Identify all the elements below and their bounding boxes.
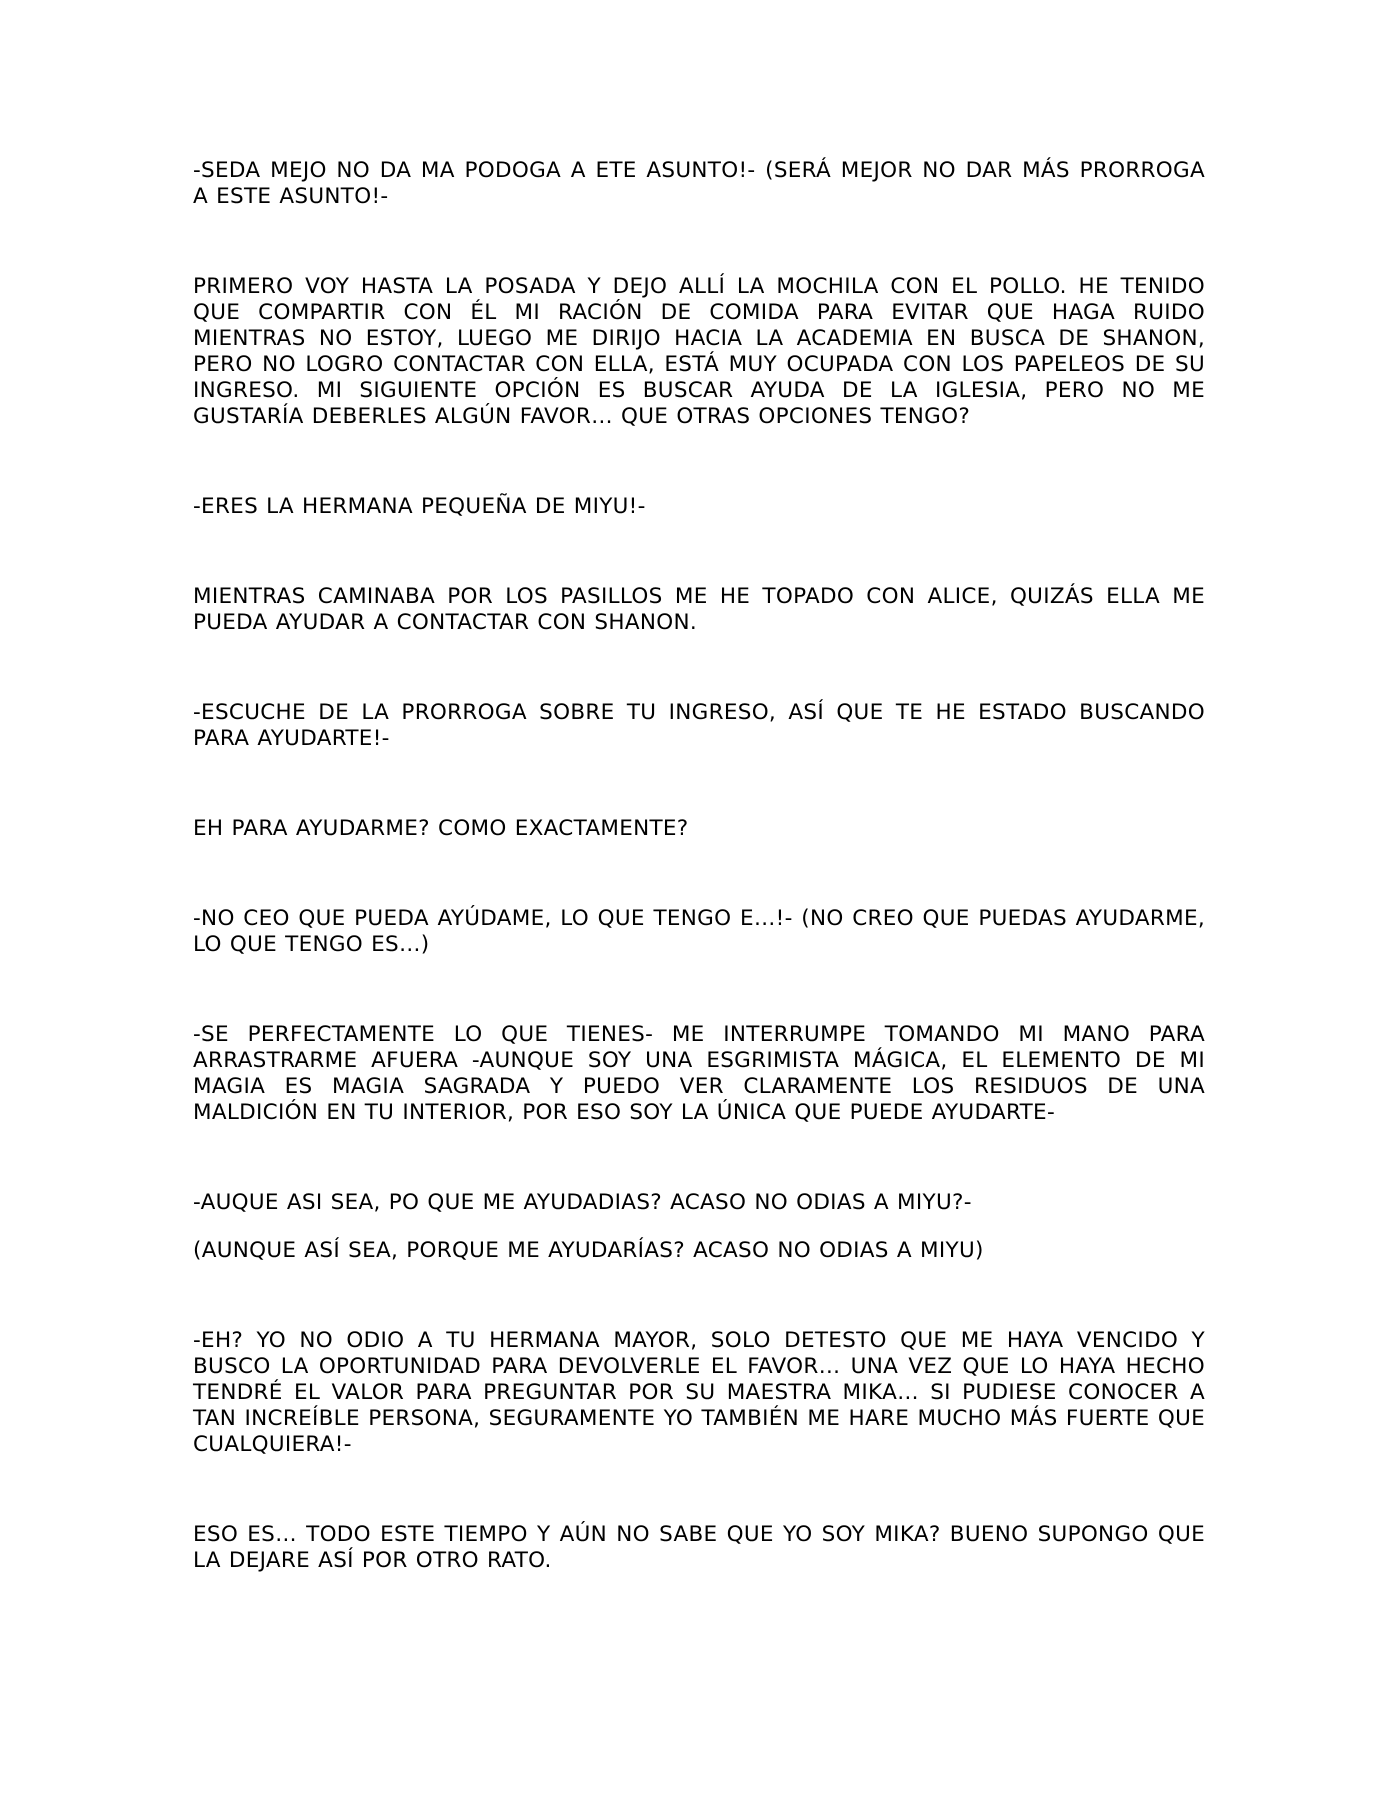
paragraph-9: -AUQUE ASI SEA, PO QUE ME AYUDADIAS? ACASO NO ODIAS A MIYU?-: [193, 1190, 972, 1215]
paragraph-4: MIENTRAS CAMINABA POR LOS PASILLOS ME HE TOPADO CON ALICE, QUIZÁS ELLA ME PUEDA AYUDAR A CONTACTAR CON SHANON.: [193, 584, 1205, 635]
paragraph-10: (AUNQUE ASÍ SEA, PORQUE ME AYUDARÍAS? ACASO NO ODIAS A MIYU): [193, 1238, 984, 1263]
paragraph-11: -EH? YO NO ODIO A TU HERMANA MAYOR, SOLO DETESTO QUE ME HAYA VENCIDO Y BUSCO LA OPORTUNIDAD PARA DEVOLVERLE EL FAVOR… UNA VEZ QUE LO HAYA HECHO TENDRÉ EL VALOR PARA PREGUNTAR POR SU MAESTRA MIKA… SI PUDIESE CONOCER A TAN INCREÍBLE PERSONA, SEGURAMENTE YO TAMBIÉN ME HARE MUCHO MÁS FUERTE QUE CUALQUIERA!-: [193, 1328, 1205, 1457]
text-column: [193, 158, 1205, 1574]
paragraph-8: -SE PERFECTAMENTE LO QUE TIENES- ME INTERRUMPE TOMANDO MI MANO PARA ARRASTRARME AFUERA -AUNQUE SOY UNA ESGRIMISTA MÁGICA, EL ELEMENTO DE MI MAGIA ES MAGIA SAGRADA Y PUEDO VER CLARAMENTE LOS RESIDUOS DE UNA MALDICIÓN EN TU INTERIOR, POR ESO SOY LA ÚNICA QUE PUEDE AYUDARTE-: [193, 1022, 1205, 1125]
paragraph-1: -SEDA MEJO NO DA MA PODOGA A ETE ASUNTO!- (SERÁ MEJOR NO DAR MÁS PRORROGA A ESTE ASUNTO!-: [193, 158, 1205, 209]
paragraph-7: -NO CEO QUE PUEDA AYÚDAME, LO QUE TENGO E…!- (NO CREO QUE PUEDAS AYUDARME, LO QUE TENGO ES…): [193, 906, 1205, 957]
paragraph-3: -ERES LA HERMANA PEQUEÑA DE MIYU!-: [193, 494, 646, 519]
paragraph-5: -ESCUCHE DE LA PRORROGA SOBRE TU INGRESO, ASÍ QUE TE HE ESTADO BUSCANDO PARA AYUDARTE!-: [193, 700, 1205, 751]
paragraph-6: EH PARA AYUDARME? COMO EXACTAMENTE?: [193, 816, 689, 841]
paragraph-2: PRIMERO VOY HASTA LA POSADA Y DEJO ALLÍ LA MOCHILA CON EL POLLO. HE TENIDO QUE COMPARTIR CON ÉL MI RACIÓN DE COMIDA PARA EVITAR QUE HAGA RUIDO MIENTRAS NO ESTOY, LUEGO ME DIRIJO HACIA LA ACADEMIA EN BUSCA DE SHANON, PERO NO LOGRO CONTACTAR CON ELLA, ESTÁ MUY OCUPADA CON LOS PAPELEOS DE SU INGRESO. MI SIGUIENTE OPCIÓN ES BUSCAR AYUDA DE LA IGLESIA, PERO NO ME GUSTARÍA DEBERLES ALGÚN FAVOR… QUE OTRAS OPCIONES TENGO?: [193, 274, 1205, 429]
paragraph-12: ESO ES… TODO ESTE TIEMPO Y AÚN NO SABE QUE YO SOY MIKA? BUENO SUPONGO QUE LA DEJARE ASÍ POR OTRO RATO.: [193, 1522, 1205, 1573]
